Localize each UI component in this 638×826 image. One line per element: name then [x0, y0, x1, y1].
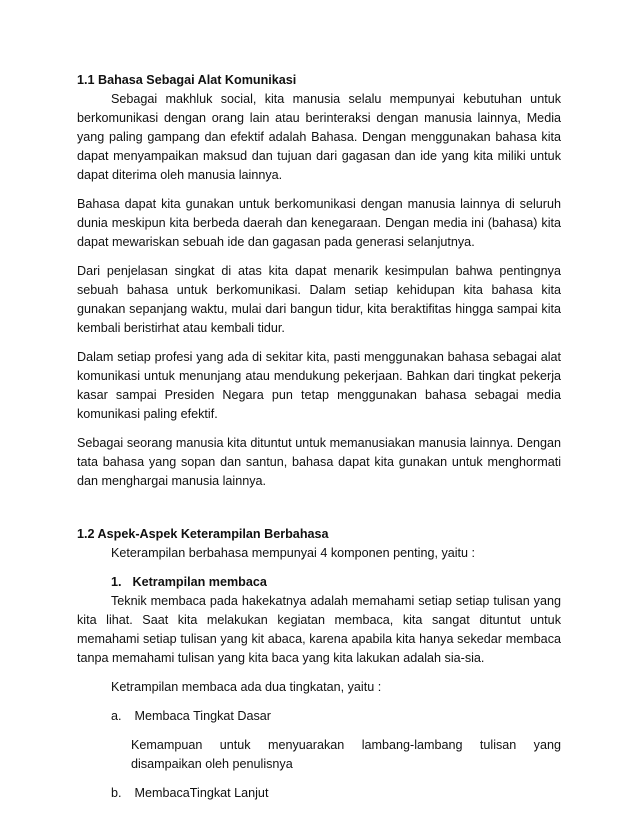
levels-intro: Ketrampilan membaca ada dua tingkatan, yaitu : — [111, 680, 382, 694]
section-1-paragraph-3: Dari penjelasan singkat di atas kita dapat menarik kesimpulan bahwa pentingnya sebuah bahasa untuk berkomunikasi. Dalam setiap kehidupan kita bahasa kita gunakan sepanjang waktu, mulai dari bangun tidur, kita beraktifitas hingga sampai kita kembali beristirhat atau kembali tidur. — [77, 264, 561, 335]
section-2-intro: Keterampilan berbahasa mempunyai 4 komponen penting, yaitu : — [111, 546, 476, 560]
subsection-title: Ketrampilan membaca — [132, 575, 267, 589]
list-marker-b: b. — [111, 786, 122, 800]
list-marker-a: a. — [111, 709, 122, 723]
section-1-paragraph-4: Dalam setiap profesi yang ada di sekitar kita, pasti menggunakan bahasa sebagai alat komunikasi untuk menunjang atau mendukung pekerjaan. Bahkan dari tingkat pekerja kasar sampai Presiden Negara pun tetap menggunakan bahasa sebagai media komunikasi paling efektif. — [77, 350, 561, 421]
section-1-paragraph-2: Bahasa dapat kita gunakan untuk berkomunikasi dengan manusia lainnya di seluruh dunia meskipun kita berbeda daerah dan kenegaraan. Dengan media ini (bahasa) kita dapat mewariskan sebuah ide dan gagasan pada generasi selanjutnya. — [77, 197, 561, 249]
list-item-level-b — [111, 784, 561, 803]
section-1-paragraph-5: Sebagai seorang manusia kita dituntut untuk memanusiakan manusia lainnya. Dengan tata bahasa yang sopan dan santun, bahasa dapat kita gunakan untuk menghormati dan menghargai manusia lainnya. — [77, 436, 561, 488]
subsection-heading — [111, 573, 561, 592]
subsection-paragraph: Teknik membaca pada hakekatnya adalah memahami setiap setiap tulisan yang kita lihat. Saat kita melakukan kegiatan membaca, kita sangat dituntut untuk memahami setiap tulisan yang kit abaca, karena apabila kita hanya sekedar membaca tanpa memahami tulisan yang kita baca yang kita lakukan adalah sia-sia. — [77, 594, 561, 665]
list-description-a: Kemampuan untuk menyuarakan lambang-lambang tulisan yang disampaikan oleh penulisnya — [131, 738, 561, 771]
list-item-level-a — [111, 707, 561, 726]
section-1-heading: 1.1 Bahasa Sebagai Alat Komunikasi — [77, 73, 297, 87]
subsection-number: 1. — [111, 575, 122, 589]
section-2-heading: 1.2 Aspek-Aspek Keterampilan Berbahasa — [77, 527, 329, 541]
list-label-a: Membaca Tingkat Dasar — [134, 709, 271, 723]
list-label-b: MembacaTingkat Lanjut — [134, 786, 269, 800]
section-1-paragraph-1: Sebagai makhluk social, kita manusia selalu mempunyai kebutuhan untuk berkomunikasi dengan orang lain atau berinteraksi dengan manusia lainnya, Media yang paling gampang dan efektif adalah Bahasa. Dengan menggunakan bahasa kita dapat menyampaikan maksud dan tujuan dari gagasan dan ide yang kita miliki untuk dapat diterima oleh manusia lainnya. — [77, 92, 561, 182]
document-content — [77, 71, 561, 803]
